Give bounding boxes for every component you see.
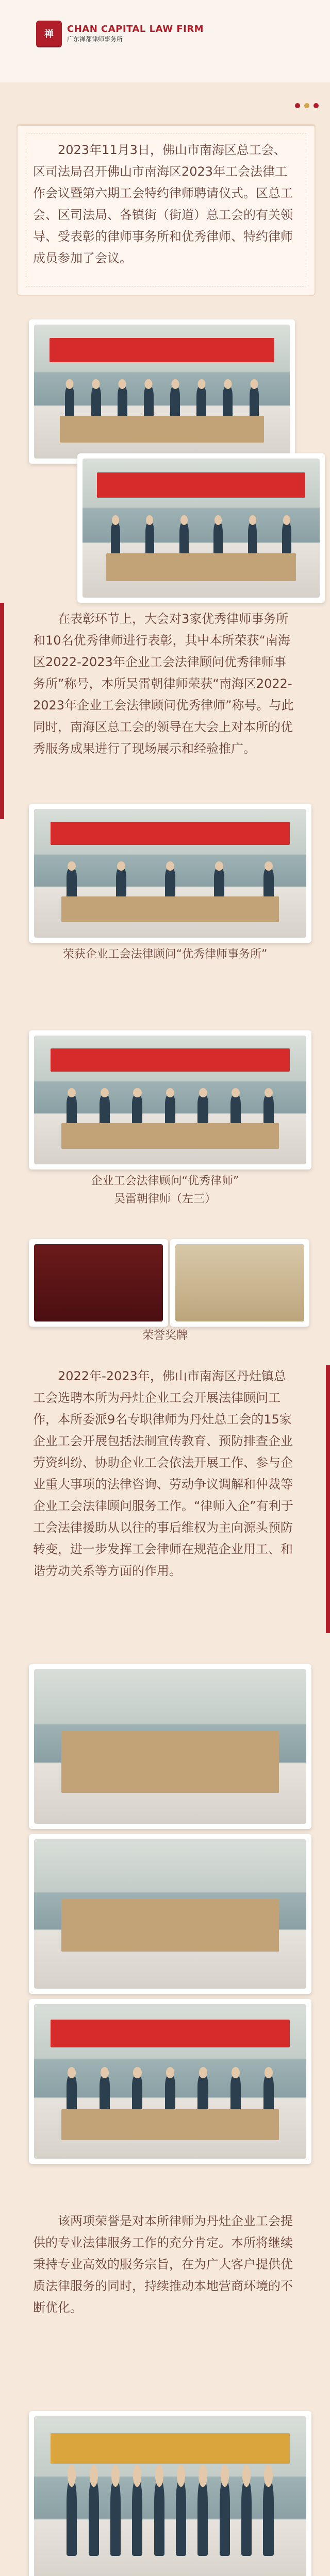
person: [165, 2075, 175, 2112]
banner: [51, 1048, 290, 1072]
closing-text: 该两项荣誉是对本所律师为丹灶企业工会提供的专业法律服务工作的充分肯定。本所将继续秉持专业高效的服务宗旨，在为广大客户提供优质法律服务的同时，持续推动本地营商环境的不断优化。: [33, 2214, 293, 2315]
person: [132, 2075, 142, 2112]
person: [250, 386, 259, 418]
banner: [97, 472, 306, 498]
person: [65, 386, 75, 418]
person: [263, 1095, 274, 1126]
banner: [51, 2020, 290, 2047]
banner: [50, 338, 274, 362]
person: [197, 2075, 208, 2112]
table: [61, 2109, 279, 2140]
photo-6: [34, 1839, 306, 1989]
photo-meeting-1: [29, 319, 295, 464]
dot: [304, 103, 309, 108]
people: [67, 2075, 273, 2112]
person: [248, 522, 257, 556]
table: [61, 1123, 279, 1149]
photo-1: [34, 325, 290, 459]
person: [230, 1095, 241, 1126]
person: [263, 868, 274, 899]
person: [170, 386, 180, 418]
person: [179, 522, 188, 556]
summary-text: 2022年-2023年，佛山市南海区丹灶镇总工会选聘本所为丹灶企业工会开展法律顾问工作，本所委派9名专职律师为丹灶总工会的15家企业工会开展包括法制宣传教育、预防排查企业劳资纠纷、协助企业工会依法开展工作、参与企业重大事项的法律咨询、劳动争议调解和仲裁等企业工会法律顾问服务工作。“律师入企”有利于工会法律援助从以往的事后维权为主向源头预防转变，进一步发挥工会律师在规范企业用工、和谐劳动关系等方面的作用。: [33, 1369, 293, 1578]
photo-site-1: [29, 1664, 311, 1829]
logo-cn: 广东禅都律师事务所: [67, 36, 123, 43]
person: [100, 1095, 110, 1126]
logo-badge: 禅: [36, 21, 62, 46]
person: [165, 868, 175, 899]
person: [132, 1095, 142, 1126]
person: [91, 386, 101, 418]
table: [61, 1899, 279, 1952]
person: [197, 1095, 208, 1126]
plaque-1: [34, 1244, 163, 1321]
person: [213, 522, 222, 556]
photo-2: [82, 459, 320, 598]
intro-text: 2023年11月3日，佛山市南海区总工会、区司法局召开佛山市南海区2023年工会法律工作会议暨第六期工会特约律师聘请仪式。区总工会、区司法局、各镇街（街道）总工会的有关领导、受表彰的律师事务所和优秀律师、特约律师成员参加了会议。: [33, 143, 293, 265]
person: [118, 386, 127, 418]
photo-group: [29, 2411, 311, 2576]
photo-3: [34, 809, 306, 938]
photo-plaque-1: [29, 1239, 168, 1327]
photo-7: [34, 2004, 306, 2159]
person: [263, 2481, 273, 2555]
logo-text: [67, 24, 204, 43]
photo-site-2: [29, 1834, 311, 1994]
person: [223, 386, 233, 418]
people: [65, 386, 259, 418]
caption-3: 荣誉奖牌: [142, 1329, 188, 1342]
person: [241, 2481, 252, 2555]
people: [67, 868, 273, 899]
person: [67, 2481, 77, 2555]
banner: [51, 822, 290, 845]
photo-8: [34, 2416, 306, 2576]
person: [110, 2481, 121, 2555]
person: [116, 868, 126, 899]
people: [111, 522, 291, 556]
photo-meeting-2: [77, 453, 325, 603]
photo-4: [34, 1036, 306, 1164]
person: [214, 868, 224, 899]
person: [67, 868, 77, 899]
person: [220, 2481, 230, 2555]
side-accent: [0, 603, 4, 819]
person: [89, 2481, 99, 2555]
person: [196, 386, 206, 418]
person: [144, 386, 154, 418]
person: [145, 522, 154, 556]
photo-site-3: [29, 1999, 311, 2164]
table: [61, 896, 279, 922]
table: [60, 416, 265, 443]
photo-award-lawyer: [29, 1030, 311, 1170]
side-accent-right: [326, 1365, 330, 1633]
person: [111, 522, 120, 556]
person: [154, 2481, 164, 2555]
dot: [295, 103, 300, 108]
photo-5: [34, 1669, 306, 1824]
person: [165, 1095, 175, 1126]
person: [132, 2481, 142, 2555]
table: [106, 553, 296, 581]
person: [197, 2481, 208, 2555]
caption-2-line1: 企业工会法律顾问“优秀律师”: [91, 1175, 239, 1188]
person: [67, 1095, 77, 1126]
photo-plaque-2: [170, 1239, 309, 1327]
people: [67, 1095, 273, 1126]
header: [0, 0, 330, 82]
dot: [314, 103, 319, 108]
people: [67, 2481, 273, 2555]
decorative-dots: [295, 103, 319, 108]
person: [230, 2075, 241, 2112]
person: [100, 2075, 110, 2112]
person: [176, 2481, 186, 2555]
banner: [51, 2433, 290, 2464]
photo-award-firm: [29, 804, 311, 943]
person: [263, 2075, 274, 2112]
person: [282, 522, 291, 556]
logo-en: CHAN CAPITAL LAW FIRM: [67, 23, 204, 35]
person: [67, 2075, 77, 2112]
caption-2-line2: 吴雷朝律师（左三）: [113, 1193, 216, 1206]
table: [61, 1731, 279, 1793]
award-text: 在表彰环节上，大会对3家优秀律师事务所和10名优秀律师进行表彰，其中本所荣获“南海区2022-2023年企业工会法律顾问优秀律师事务所”称号，本所吴雷朝律师荣获“南海区2022-2023年企业工会法律顾问优秀律师”称号。与此同时，南海区总工会的领导在大会上对本所的优秀服务成果进行了现场展示和经验推广。: [33, 612, 294, 756]
plaque-2: [175, 1244, 304, 1321]
brand-logo: [36, 21, 204, 46]
caption-1: 荣获企业工会法律顾问“优秀律师事务所”: [62, 948, 268, 961]
